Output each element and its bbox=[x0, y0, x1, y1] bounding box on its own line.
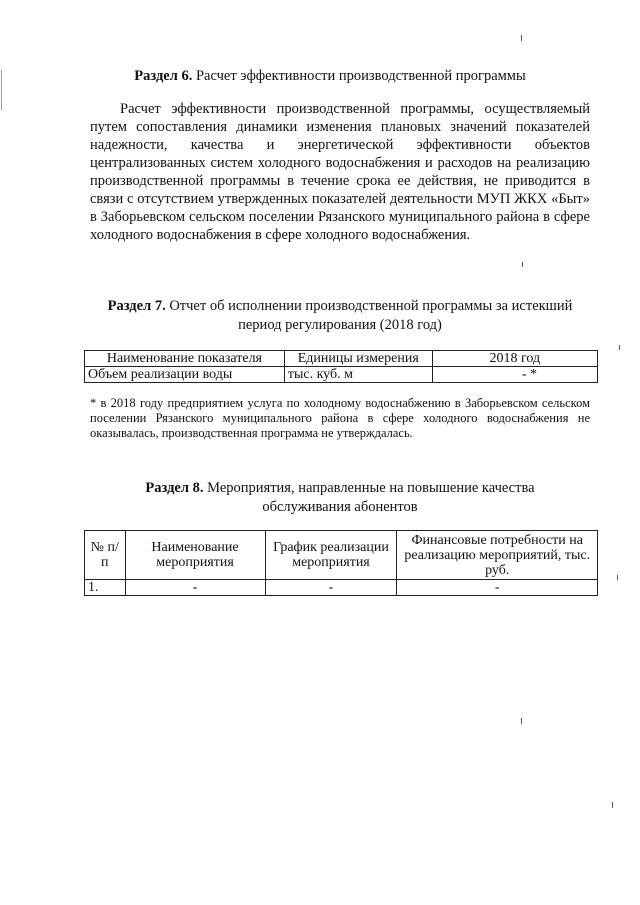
scan-speck bbox=[612, 802, 613, 808]
table-header-row bbox=[85, 351, 598, 367]
scan-edge bbox=[1, 70, 2, 110]
table-header-cell: Финансовые потребности на реализацию мероприятий, тыс. руб. bbox=[397, 531, 598, 580]
table-header-cell: № п/п bbox=[85, 531, 126, 580]
table-cell: - * bbox=[432, 367, 597, 383]
section6-title-text: Расчет эффективности производственной программы bbox=[192, 68, 526, 84]
table-cell: 1. bbox=[85, 580, 126, 596]
section6-paragraph: Расчет эффективности производственной программы, осуществляемый путем сопоставления динамики изменения плановых значений показателей надежности, качества и энергетической эффективности объектов централизованных систем холодного водоснабжения и расходов на реализацию производственной программы в течение срока ее действия, не приводится в связи с отсутствием утвержденных показателей деятельности МУП ЖКХ «Быт» в Заборьевском сельском поселении Рязанского муниципального района в сфере холодного водоснабжения в сфере холодного водоснабжения. bbox=[90, 101, 590, 243]
table-row bbox=[85, 367, 598, 383]
table-header-row bbox=[85, 531, 598, 580]
table-cell: Объем реализации воды bbox=[85, 367, 285, 383]
section8-heading bbox=[130, 479, 550, 517]
scan-speck bbox=[617, 575, 618, 580]
scan-speck bbox=[521, 718, 522, 724]
section8-title-text: Мероприятия, направленные на повышение качества обслуживания абонентов bbox=[203, 480, 535, 515]
section7-heading bbox=[90, 297, 590, 335]
table-cell: - bbox=[265, 580, 397, 596]
scan-speck bbox=[522, 262, 523, 267]
section8-table bbox=[84, 530, 598, 596]
section6-heading bbox=[60, 67, 600, 86]
scan-speck bbox=[521, 35, 522, 41]
table-row bbox=[85, 580, 598, 596]
section7-title-text: Отчет об исполнении производственной программы за истекший период регулирования (2018 год) bbox=[165, 298, 573, 333]
table-header-cell: Наименование мероприятия bbox=[125, 531, 265, 580]
section7-title-bold: Раздел 7. bbox=[107, 298, 166, 314]
table-header-cell: 2018 год bbox=[432, 351, 597, 367]
section7-footnote: * в 2018 году предприятием услуга по холодному водоснабжению в Заборьевском сельском поселении Рязанского муниципального района в сфере холодного водоснабжения не оказывалась, производственная программа не утверждалась. bbox=[90, 396, 590, 440]
table-header-cell: График реализации мероприятия bbox=[265, 531, 397, 580]
scan-speck bbox=[619, 345, 620, 350]
table-header-cell: Наименование показателя bbox=[85, 351, 285, 367]
table-header-cell: Единицы измерения bbox=[284, 351, 432, 367]
section8-title-bold: Раздел 8. bbox=[145, 480, 204, 496]
table-cell: - bbox=[397, 580, 598, 596]
table-cell: тыс. куб. м bbox=[284, 367, 432, 383]
section7-table bbox=[84, 350, 598, 383]
table-cell: - bbox=[125, 580, 265, 596]
section6-title-bold: Раздел 6. bbox=[134, 68, 193, 84]
